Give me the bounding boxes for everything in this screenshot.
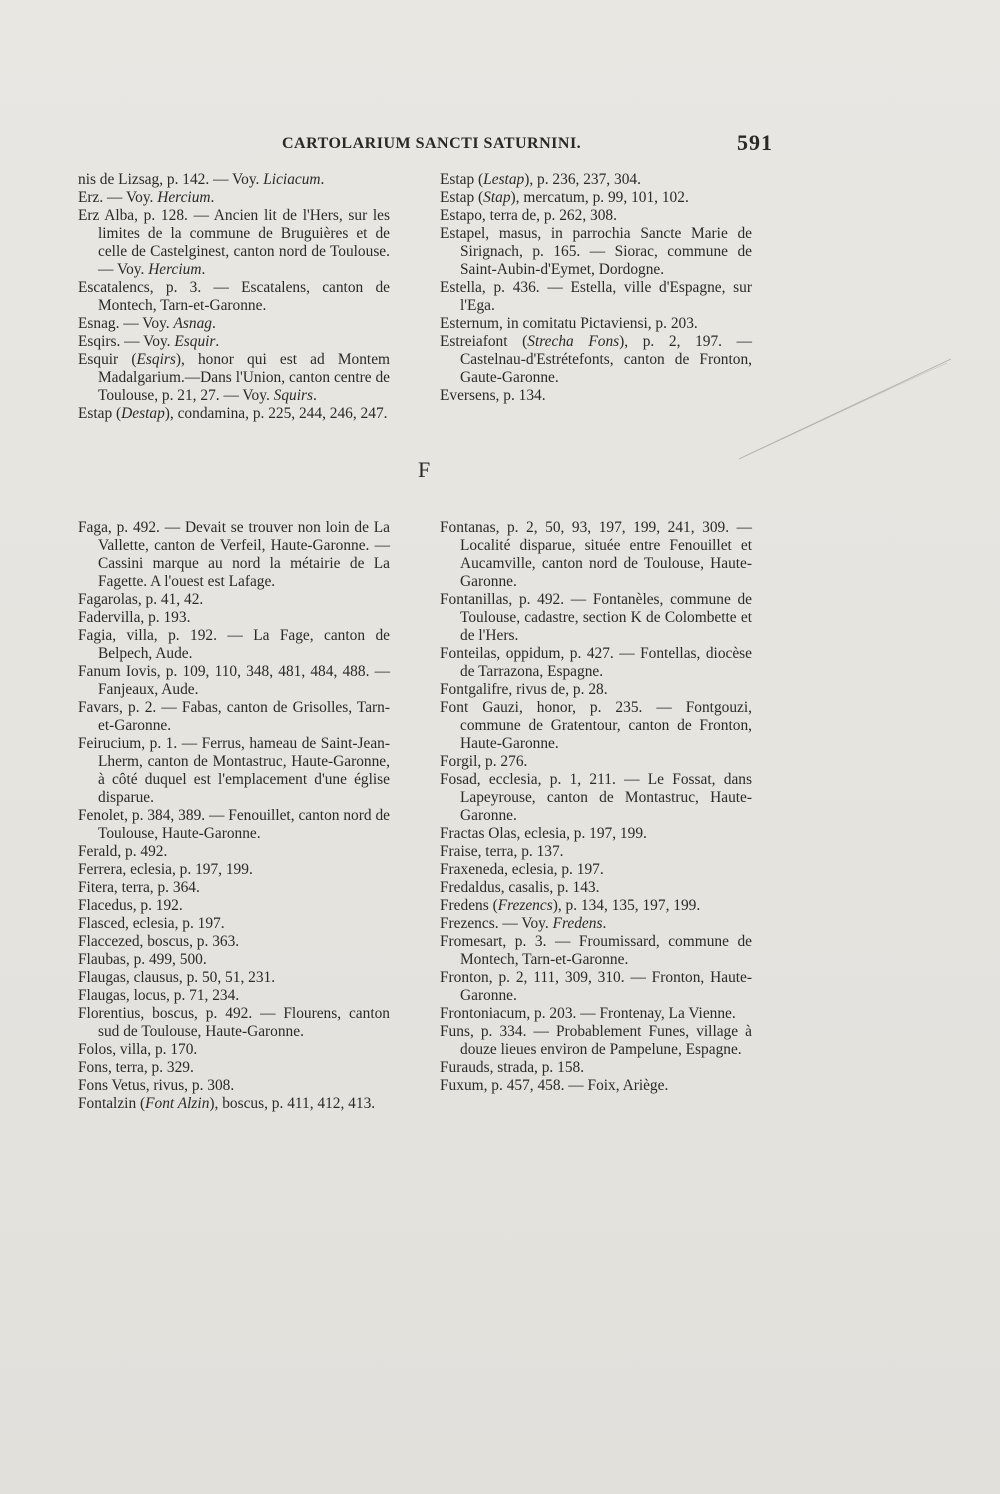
index-entry: Frezencs. — Voy. Fredens. [440,915,607,932]
index-entry: Esternum, in comitatu Pictaviensi, p. 203. [440,315,698,332]
page-number: 591 [737,130,773,155]
index-entry: Fosad, ecclesia, p. 1, 211. — Le Fossat, dans Lapeyrouse, canton de Montastruc, Haute-Garonne. [440,771,752,824]
index-entry: Fontalzin (Font Alzin), boscus, p. 411, 412, 413. [78,1095,376,1112]
index-entry: Fuxum, p. 457, 458. — Foix, Ariège. [440,1077,669,1094]
index-entry: Fraxeneda, eclesia, p. 197. [440,861,604,878]
index-entry: Flaugas, locus, p. 71, 234. [78,987,240,1004]
index-entry: Faga, p. 492. — Devait se trouver non loin de La Vallette, canton de Verfeil, Haute-Garonne. — Cassini marque au nord la métairie de La Fagette. A l'ouest est Lafage. [78,519,390,590]
index-entry: Flaccezed, boscus, p. 363. [78,933,240,950]
index-entry: Fagia, villa, p. 192. — La Fage, canton de Belpech, Aude. [78,627,390,662]
index-entry: Eversens, p. 134. [440,387,546,404]
index-entry: Fraise, terra, p. 137. [440,843,564,860]
index-column-f-right [440,519,752,1095]
index-entry: Fadervilla, p. 193. [78,609,191,626]
index-entry: Fenolet, p. 384, 389. — Fenouillet, canton nord de Toulouse, Haute-Garonne. [78,807,390,842]
index-entry: Erz Alba, p. 128. — Ancien lit de l'Hers, sur les limites de la commune de Bruguières et de celle de Castelginest, canton nord de Toulouse. — Voy. Hercium. [78,207,390,278]
index-entry: Estapel, masus, in parrochia Sancte Marie de Sirignach, p. 165. — Siorac, commune de Saint-Aubin-d'Eymet, Dordogne. [440,225,752,278]
index-entry: Estella, p. 436. — Estella, ville d'Espagne, sur l'Ega. [440,279,752,314]
index-entry: Feirucium, p. 1. — Ferrus, hameau de Saint-Jean-Lherm, canton de Montastruc, Haute-Garonne, à côté duquel est l'emplacement d'une église disparue. [78,735,390,806]
index-entry: Erz. — Voy. Hercium. [78,189,215,206]
index-entry: Esnag. — Voy. Asnag. [78,315,216,332]
index-entry: Ferald, p. 492. [78,843,168,860]
index-entry: Font Gauzi, honor, p. 235. — Fontgouzi, commune de Gratentour, canton de Fronton, Haute-Garonne. [440,699,752,752]
index-column-e-left [78,171,390,423]
index-entry: Fontgalifre, rivus de, p. 28. [440,681,608,698]
index-entry: Fons, terra, p. 329. [78,1059,194,1076]
index-entry: Fontanas, p. 2, 50, 93, 197, 199, 241, 309. — Localité disparue, située entre Fenouillet et Aucamville, canton nord de Toulouse, Haute-Garonne. [440,519,752,590]
index-entry: Fanum Iovis, p. 109, 110, 348, 481, 484, 488. — Fanjeaux, Aude. [78,663,390,698]
index-entry: Fons Vetus, rivus, p. 308. [78,1077,235,1094]
index-entry: Flaugas, clausus, p. 50, 51, 231. [78,969,276,986]
index-entry: Fagarolas, p. 41, 42. [78,591,204,608]
index-entry: Flasced, eclesia, p. 197. [78,915,225,932]
index-entry: Fractas Olas, eclesia, p. 197, 199. [440,825,647,842]
index-entry: Fonteilas, oppidum, p. 427. — Fontellas, diocèse de Tarrazona, Espagne. [440,645,752,680]
index-entry: Fredaldus, casalis, p. 143. [440,879,600,896]
index-entry: Esquir (Esqirs), honor qui est ad Montem Madalgarium.—Dans l'Union, canton centre de Toulouse, p. 21, 27. — Voy. Squirs. [78,351,391,404]
index-entry: Fitera, terra, p. 364. [78,879,200,896]
index-entry: Fredens (Frezencs), p. 134, 135, 197, 199. [440,897,701,914]
index-entry: Flacedus, p. 192. [78,897,183,914]
index-column-e-right [440,171,752,405]
index-entry: Frontoniacum, p. 203. — Frontenay, La Vienne. [440,1005,736,1022]
index-column-f-left [78,519,390,1113]
index-entry: Estap (Lestap), p. 236, 237, 304. [440,171,641,188]
index-entry: Furauds, strada, p. 158. [440,1059,585,1076]
index-entry: Escatalencs, p. 3. — Escatalens, canton de Montech, Tarn-et-Garonne. [78,279,390,314]
index-entry: Fronton, p. 2, 111, 309, 310. — Fronton, Haute-Garonne. [440,969,752,1004]
index-entry: Favars, p. 2. — Fabas, canton de Grisolles, Tarn-et-Garonne. [78,699,390,734]
pencil-stroke-mark [735,355,955,465]
index-entry: Florentius, boscus, p. 492. — Flourens, canton sud de Toulouse, Haute-Garonne. [78,1005,390,1040]
index-entry: Ferrera, eclesia, p. 197, 199. [78,861,253,878]
index-entry: Fromesart, p. 3. — Froumissard, commune de Montech, Tarn-et-Garonne. [440,933,752,968]
index-entry: nis de Lizsag, p. 142. — Voy. Liciacum. [78,171,325,188]
index-entry: Folos, villa, p. 170. [78,1041,198,1058]
index-entry: Estap (Destap), condamina, p. 225, 244, 246, 247. [78,405,388,422]
running-title: CARTOLARIUM SANCTI SATURNINI. [282,135,582,152]
section-letter: F [418,457,431,482]
index-entry: Funs, p. 334. — Probablement Funes, village à douze lieues environ de Pampelune, Espagne. [440,1023,752,1058]
index-entry: Fontanillas, p. 492. — Fontanèles, commune de Toulouse, cadastre, section K de Colombette et de l'Hers. [440,591,752,644]
index-entry: Flaubas, p. 499, 500. [78,951,207,968]
index-entry: Estapo, terra de, p. 262, 308. [440,207,617,224]
index-entry: Forgil, p. 276. [440,753,528,770]
index-entry: Esqirs. — Voy. Esquir. [78,333,220,350]
index-entry: Estreiafont (Strecha Fons), p. 2, 197. — Castelnau-d'Estrétefonts, canton de Fronton, Gaute-Garonne. [440,333,753,386]
index-entry: Estap (Stap), mercatum, p. 99, 101, 102. [440,189,689,206]
